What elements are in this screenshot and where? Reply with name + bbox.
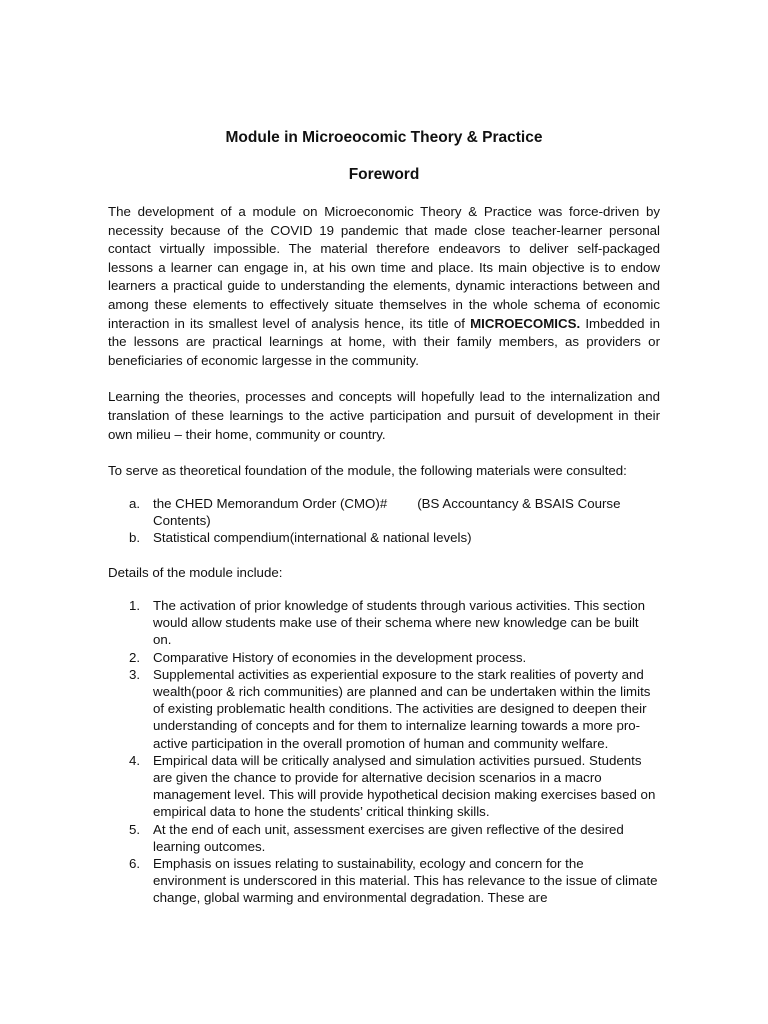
list-item [108,597,660,649]
document-subtitle: Foreword [348,166,420,183]
list-marker: 3. [129,666,141,682]
list-item [108,752,660,821]
list-item-text: At the end of each unit, assessment exercises are given reflective of the desired learning outcomes. [153,821,624,854]
list-marker: 1. [129,597,141,613]
list-item [108,666,660,752]
emphasis-term: MICROECOMICS. [470,315,581,331]
list-item-text: Empirical data will be critically analysed and simulation activities pursued. Students are given the chance to provide for alternative decision scenarios in a macro management level. This will provide hypothetical decision making exercises based on empirical data to hone the students’ critical thinking skills. [153,752,656,820]
list-item [108,495,660,529]
list-item-text: The activation of prior knowledge of students through various activities. This section would allow students make use of their schema where new knowledge can be built on. [153,597,645,648]
list-item [108,649,660,666]
list-item-text: Statistical compendium(international & national levels) [153,530,472,546]
list-marker: b. [129,530,141,546]
list-marker: 2. [129,649,141,665]
paragraph-text: The development of a module on Microeconomic Theory & Practice was force-driven by necessity because of the COVID 19 pandemic that made close teacher-learner personal contact virtually impossible. The material therefore endeavors to deliver self-packaged lessons a learner can engage in, at his own time and place. Its main objective is to endow learners a practical guide to understanding the elements, dynamic interactions between and among these elements to effectively situate themselves in the whole schema of economic interaction in its smallest level of analysis hence, its title of [108,204,660,331]
details-list [108,597,660,907]
foreword-paragraph-3: To serve as theoretical foundation of the module, the following materials were consulted: [108,463,627,479]
paragraph-text: Imbedded in the lessons are practical learnings at home, with their family members, as providers or beneficiaries of economic largesse in the community. [108,315,660,368]
document-title: Module in Microeocomic Theory & Practice [225,129,543,146]
list-item [108,529,660,546]
list-item-text: Emphasis on issues relating to sustainability, ecology and concern for the environment is underscored in this material. This has relevance to the issue of climate change, global warming and environmental degradation. These are [153,855,658,906]
list-item-text: Comparative History of economies in the development process. [153,649,527,665]
list-marker: a. [129,495,141,511]
list-item [108,821,660,855]
foreword-paragraph-1 [108,203,660,370]
foreword-paragraph-4: Details of the module include: [108,565,283,581]
list-item-text: (BS Accountancy & BSAIS Course Contents) [153,495,621,528]
foreword-paragraph-2: Learning the theories, processes and concepts will hopefully lead to the internalization and translation of these learnings to the active participation and pursuit of development in their own milieu – their home, community or country. [108,389,660,442]
list-item [108,855,660,907]
document-page [108,128,660,907]
list-marker: 6. [129,855,141,871]
materials-list [108,495,660,547]
list-marker: 5. [129,821,141,837]
list-item-text: the CHED Memorandum Order (CMO)# [153,495,388,511]
list-item-text: Supplemental activities as experiential exposure to the stark realities of poverty and wealth(poor & rich communities) are planned and can be undertaken within the limits of existing problematic health conditions. The activities are designed to deepen their understanding of concepts and for them to internalize learning towards a more pro-active participation in the overall promotion of human and community welfare. [153,666,651,751]
list-marker: 4. [129,752,141,768]
